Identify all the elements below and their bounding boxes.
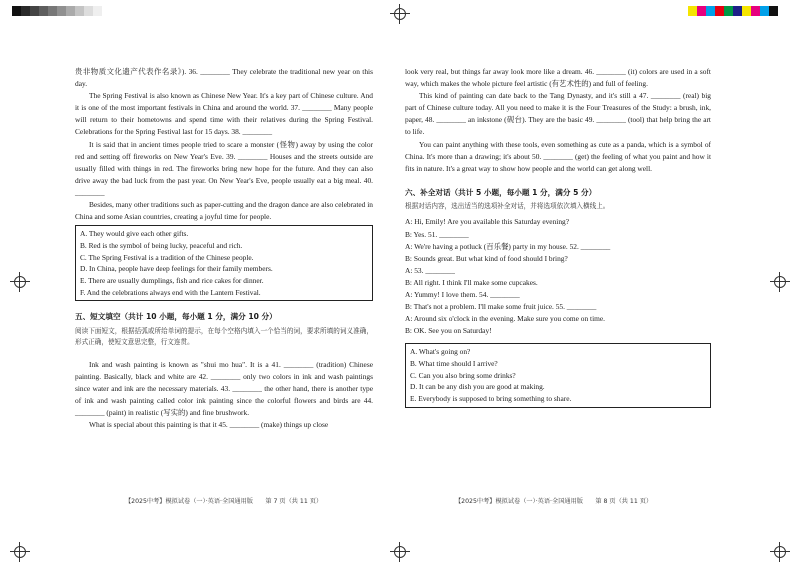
dialog-line: A: 53. ________	[405, 265, 455, 275]
right-option: D. It can be any dish you are good at making.	[410, 382, 545, 392]
dialog-line: B: Yes. 51. ________	[405, 229, 469, 239]
registration-mark-top	[393, 7, 407, 21]
right-paragraph-1: This kind of painting can date back to the Tang Dynasty, and it's still a 47. ________ (real) big part of Chinese culture today. All you need to make it is the Four Treasures of the Study: a brush, ink, paper, 48. ________ an inkstone (砚台). They are the basic 49. ________ (tool) that help bring the art to life.	[405, 91, 711, 137]
left-option: A. They would give each other gifts.	[80, 229, 189, 239]
registration-mark-right-top	[773, 275, 787, 289]
dialog-line: B: All right. I think I'll make some cupcakes.	[405, 277, 538, 287]
dialog-line: B: OK. See you on Saturday!	[405, 326, 492, 336]
right-paragraph-continued: look very real, but things far away look more like a dream. 46. ________ (it) colors are used in a soft way, which makes the whole picture feel artistic (有艺术性的) and full of feeling.	[405, 67, 711, 89]
left-page	[75, 66, 373, 431]
section-5-instructions: 阅读下面短文，根据括弧或所给单词的提示，在每个空格内填入一个恰当的词，要求所填的词义准确，形式正确，使短文意思完整，行文连贯。	[75, 326, 373, 347]
right-page	[405, 66, 711, 414]
registration-mark-right-bottom	[773, 545, 787, 559]
left-option: F. And the celebrations always end with the Lantern Festival.	[80, 287, 261, 297]
left-option: E. There are usually dumplings, fish and rice cakes for dinner.	[80, 276, 264, 286]
section-6-instructions: 根据对话内容，选出适当的选项补全对话，并将选项依次填入横线上。	[405, 201, 610, 210]
left-option: D. In China, people have deep feelings for their family members.	[80, 264, 273, 274]
registration-mark-left-top	[13, 275, 27, 289]
right-footer: 【2025中考】模拟试卷（一）·英语·全国通用版 第 8 页（共 11 页）	[455, 498, 653, 505]
left-options-box	[75, 225, 373, 301]
left-paragraph-2: It is said that in ancient times people tried to scare a monster (怪物) away by using the color red and setting off fireworks on New Year's Eve. 39. ________ Houses and the streets outside are usually filled with things in red. The fireworks bring new hope for the future. And they can also drive away the bad luck from the past year. On New Year's Eve, people usually eat a big meal. 40. ________	[75, 139, 373, 197]
right-paragraph-2: You can paint anything with these tools, even something as cute as a panda, which is a symbol of China. It's more than a drawing; it's about 50. ________ (get) the feeling of what you paint and how it fits in nature. It's a great way to show how people and the world can get along well.	[405, 139, 711, 173]
left-paragraph-5: What is special about this painting is that it 45. ________ (make) things up close	[89, 420, 329, 429]
right-option: E. Everybody is supposed to bring something to share.	[410, 394, 572, 404]
dialog-line: A: We're having a potluck (百乐餐) party in my house. 52. ________	[405, 241, 611, 251]
dialog	[405, 216, 711, 337]
right-option: C. Can you also bring some drinks?	[410, 370, 516, 380]
right-option: A. What's going on?	[410, 347, 471, 357]
registration-mark-bottom	[393, 545, 407, 559]
grayscale-bar	[12, 6, 102, 16]
dialog-line: A: Yummy! I love them. 54. ________	[405, 290, 520, 299]
left-paragraph-4: Ink and wash painting is known as "shui mo hua". It is a 41. ________ (tradition) Chinese painting. Basically, black and white are 42. ________ only two colors in ink and wash paintings since water and ink are the necessary materials. 43. ________ the other hand, there is another type of ink and wash painting called color ink painting since the colorful flowers and birds are 44. ________ (paint) in realistic (写实的) and fine brushwork.	[75, 359, 373, 417]
left-option: B. Red is the symbol of being lucky, peaceful and rich.	[80, 240, 243, 250]
dialog-line: B: That's not a problem. I'll make some fruit juice. 55. ________	[405, 302, 597, 312]
section-6-title: 六、补全对话（共计 5 小题，每小题 1 分，满分 5 分）	[405, 187, 597, 197]
color-bar	[688, 6, 778, 16]
right-option: B. What time should I arrive?	[410, 359, 498, 369]
left-option: C. The Spring Festival is a tradition of the Chinese people.	[80, 252, 254, 262]
left-paragraph-3: Besides, many other traditions such as paper-cutting and the dragon dance are also celebrated in China and some Asian countries, creating a joyful time for people.	[75, 200, 373, 222]
dialog-line: A: Hi, Emily! Are you available this Saturday evening?	[405, 217, 569, 227]
left-paragraph-1: The Spring Festival is also known as Chinese New Year. It's a key part of Chinese culture. And it is one of the most important festivals in China and around the world. 37. ________ Many people will return to their hometowns and spend time with their relatives during the Spring Festival. Celebrations for the Spring Festival last for 15 days. 38. ________	[75, 91, 373, 137]
section-5-title: 五、短文填空（共计 10 小题，每小题 1 分，满分 10 分）	[75, 312, 277, 322]
dialog-line: B: Sounds great. But what kind of food should I bring?	[405, 253, 568, 263]
right-options-box	[405, 343, 711, 408]
dialog-line: A: Around six o'clock in the evening. Make sure you come on time.	[405, 314, 606, 324]
left-paragraph-continued: 贵非物质文化遗产代表作名录》). 36. ________ They celebrate the traditional new year on this day.	[75, 67, 373, 89]
left-footer: 【2025中考】模拟试卷（一）·英语·全国通用版 第 7 页（共 11 页）	[125, 498, 323, 505]
registration-mark-left-bottom	[13, 545, 27, 559]
